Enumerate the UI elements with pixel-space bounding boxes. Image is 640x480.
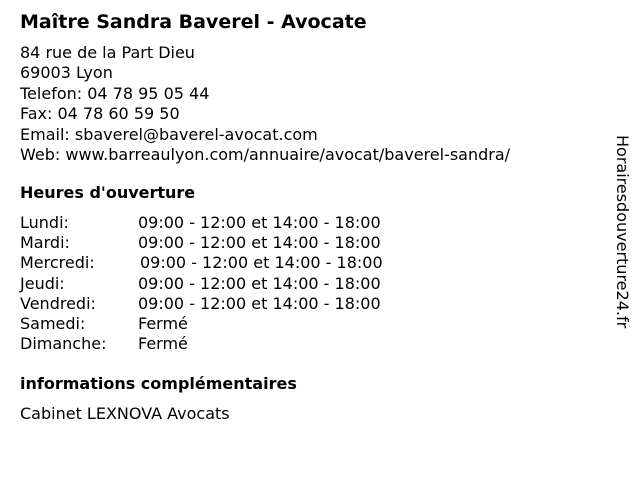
day-hours: Fermé <box>138 313 188 333</box>
day-label: Vendredi: <box>20 293 96 313</box>
hours-row-saturday <box>20 314 440 334</box>
page-title: Maître Sandra Baverel - Avocate <box>20 11 367 33</box>
hours-row-monday <box>20 213 440 233</box>
additional-info-text: Cabinet LEXNOVA Avocats <box>20 404 230 423</box>
day-label: Mercredi: <box>20 253 95 273</box>
day-hours: 09:00 - 12:00 et 14:00 - 18:00 <box>138 273 381 293</box>
address-city: 69003 Lyon <box>20 63 113 83</box>
site-watermark <box>612 135 632 345</box>
day-hours: 09:00 - 12:00 et 14:00 - 18:00 <box>138 233 381 253</box>
day-label: Samedi: <box>20 313 86 333</box>
opening-hours-heading: Heures d'ouverture <box>20 183 196 202</box>
day-label: Mardi: <box>20 233 70 253</box>
email-line: Email: sbaverel@baverel-avocat.com <box>20 124 318 144</box>
day-hours: 09:00 - 12:00 et 14:00 - 18:00 <box>138 213 381 232</box>
contact-block <box>20 43 510 165</box>
hours-row-friday <box>20 294 440 314</box>
day-label: Jeudi: <box>20 273 65 293</box>
hours-row-thursday <box>20 274 440 294</box>
day-label: Lundi: <box>20 213 69 232</box>
additional-info-heading: informations complémentaires <box>20 374 297 393</box>
hours-row-tuesday <box>20 233 440 253</box>
fax-line: Fax: 04 78 60 59 50 <box>20 104 180 124</box>
day-hours: Fermé <box>138 334 188 354</box>
web-line: Web: www.barreaulyon.com/annuaire/avocat/baverel-sandra/ <box>20 144 511 164</box>
address-street: 84 rue de la Part Dieu <box>20 43 195 62</box>
hours-row-wednesday <box>20 253 440 273</box>
opening-hours-table <box>20 213 440 354</box>
day-hours: 09:00 - 12:00 et 14:00 - 18:00 <box>138 293 381 313</box>
phone-line: Telefon: 04 78 95 05 44 <box>20 83 210 103</box>
day-label: Dimanche: <box>20 334 107 354</box>
day-hours: 09:00 - 12:00 et 14:00 - 18:00 <box>140 253 383 273</box>
hours-row-sunday <box>20 334 440 354</box>
watermark-text: Horairesdouverture24.fr <box>613 135 632 329</box>
